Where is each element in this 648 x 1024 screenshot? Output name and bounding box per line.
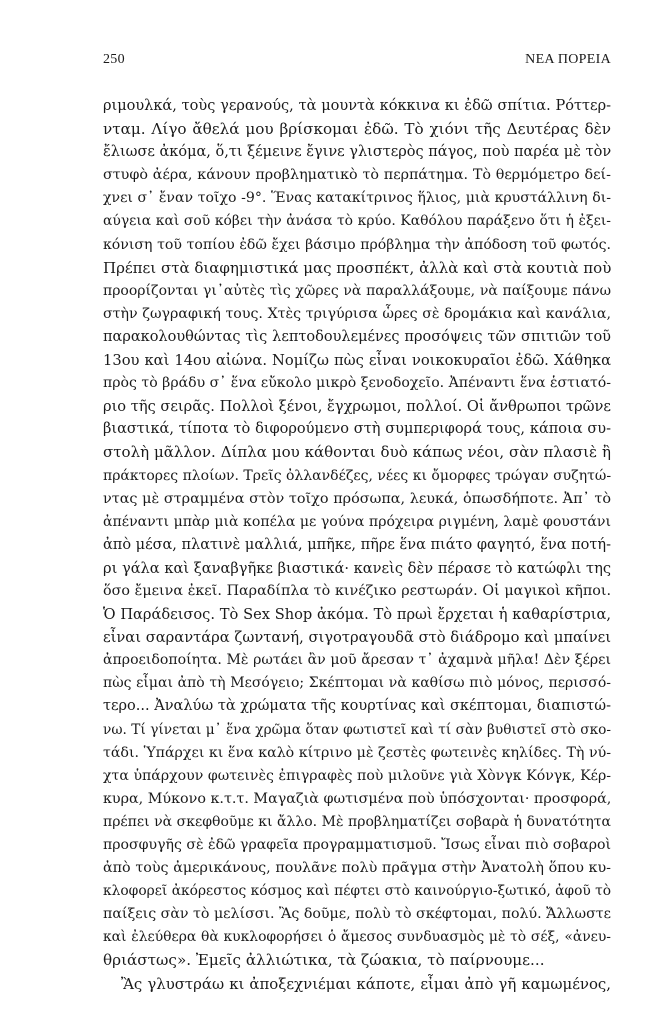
text-line: ἔλιωσε ἀκόμα, ὅ,τι ξέμεινε ἔγινε γλιστερὸς πάγος, ποὺ παρέα μὲ τὸν [103, 144, 611, 161]
text-line: πὼς εἶμαι ἀπὸ τὴ Μεσόγειο; Σκέπτομαι νὰ καθίσω πιὸ μόνος, περισσό- [103, 675, 611, 692]
text-line: 13ου καὶ 14ου αἰώνα. Νομίζω πὼς εἶναι νοικοκυραῖοι ἐδῶ. Χάθηκα [103, 352, 611, 370]
body-text [103, 95, 611, 996]
text-line: θριάστως». Ἐμεῖς ἀλλιώτικα, τὰ ζώακια, τὸ παίρνουμε... [103, 951, 545, 970]
text-line: ὅσο ἔμεινα ἐκεῖ. Παραδίπλα τὸ κινέζικο ρεστωράν. Οἱ μαγικοὶ κῆποι. [103, 582, 611, 599]
text-line: στὴν ζωγραφική τους. Χτὲς τριγύρισα ὧρες σὲ δρομάκια καὶ κανάλια, [103, 305, 611, 322]
text-line: προσφυγῆς σὲ ἐδῶ γραφεῖα προγραμματισμοῦ. Ἴσως εἶναι πιὸ σοβαροὶ [103, 837, 611, 853]
text-line: ἀπέναντι μπὰρ μιὰ κοπέλα με γούνα πρόχειρα ριγμένη, λαμὲ φουστάνι [103, 513, 611, 530]
text-line: ριο τῆς σειρᾶς. Πολλοὶ ξένοι, ἔγχρωμοι, πολλοί. Οἱ ἄνθρωποι τρῶνε [103, 398, 611, 416]
text-line: νταμ. Λίγο ἄθελά μου βρίσκομαι ἐδῶ. Τὸ χιόνι τῆς Δευτέρας δὲν [103, 120, 611, 139]
text-line: χτα ὑπάρχουν φωτεινὲς ἐπιγραφὲς ποὺ μιλοῦνε γιὰ Χὸνγκ Κόνγκ, Κέρ- [103, 767, 611, 784]
text-line: παίξεις σὰν τὸ μελίσσι. Ἂς δοῦμε, πολὺ τὸ σκέφτομαι, πολύ. Ἄλλωστε [103, 906, 611, 923]
page-header [103, 52, 611, 74]
text-line: ρι γάλα καὶ ξαναβγῆκε βιαστικά· κανεὶς δὲν πέρασε τὸ κατώφλι της [103, 559, 611, 577]
text-line: εἶναι σαραντάρα ζωντανή, σιγοτραγουδᾶ στὸ διάδρομο καὶ μπαίνει [103, 629, 611, 647]
text-line: ντας μὲ στραμμένα στὸν τοῖχο πρόσωπα, λευκά, ὁπωσδήποτε. Ἀπ᾿ τὸ [103, 490, 611, 507]
text-line: προορίζονται γι᾿αὐτὲς τὶς χῶρες νὰ παραλλάξουμε, νὰ παίξουμε πάνω [103, 282, 611, 299]
text-line: καὶ ἐλεύθερα θὰ κυκλοφορήσει ὁ ἄμεσος συνδυασμὸς μὲ τὸ σέξ, «ἀνευ- [103, 929, 611, 946]
text-line: κλοφορεῖ ἀκόρεστος κόσμος καὶ πέφτει στὸ καινούργιο-ξωτικό, ἀφοῦ τὸ [103, 883, 611, 900]
paragraph-start-line: Ἂς γλυστράω κι ἀποξεχνιέμαι κάποτε, εἶμαι ἀπὸ γῆ καμωμένος, [121, 974, 611, 993]
text-line: αύγεια καὶ σοῦ κόβει τὴν ἀνάσα τὸ κρύο. Καθόλου παράξενο ὅτι ἡ ἐξει- [103, 213, 611, 230]
running-head: ΝΕΑ ΠΟΡΕΙΑ [525, 52, 611, 67]
text-line: τάδι. Ὑπάρχει κι ἕνα καλὸ κίτρινο μὲ ζεστὲς φωτεινὲς κηλίδες. Τὴ νύ- [103, 744, 611, 761]
text-line: πρέπει νὰ σκεφθοῦμε κι ἄλλο. Μὲ προβληματίζει σοβαρὰ ἡ δυνατότητα [103, 813, 611, 830]
text-line: κυρα, Μύκονο κ.τ.τ. Μαγαζιὰ φωτισμένα ποὺ ὑπόσχονται· προσφορά, [103, 790, 611, 807]
text-line: ριμουλκά, τοὺς γερανούς, τὰ μουντὰ κόκκινα κι ἐδῶ σπίτια. Ρόττερ- [103, 98, 611, 114]
text-line: χνει σ᾿ ἔναν τοῖχο -9°. Ἕνας κατακίτρινος ἥλιος, μιὰ κρυστάλλινη δι- [103, 190, 611, 207]
text-line: παρακολουθώντας τὶς λεπτοδουλεμένες προσόψεις τῶν σπιτιῶν τοῦ [103, 328, 611, 345]
text-line: ἀπὸ τοὺς ἀμερικάνους, πουλᾶνε πολὺ πρᾶγμα στὴν Ἀνατολὴ ὅπου κυ- [103, 860, 611, 877]
text-line: ἀπροειδοποίητα. Μὲ ρωτάει ἂν μοῦ ἄρεσαν τ᾿ ἀχαμνὰ μῆλα! Δὲν ξέρει [103, 652, 611, 669]
text-line: στολὴ μᾶλλον. Δίπλα μου κάθονται δυὸ κάπως νέοι, σὰν πλασιὲ ἢ [103, 443, 611, 462]
page-number: 250 [103, 52, 125, 67]
text-line: Πρέπει στὰ διαφημιστικά μας προσπέκτ, ἀλλὰ καὶ στὰ κουτιὰ ποὺ [103, 258, 611, 277]
text-line: πρὸς τὸ βράδυ σ᾿ ἕνα εὔκολο μικρὸ ξενοδοχεῖο. Ἀπέναντι ἕνα ἑστιατό- [103, 375, 611, 392]
text-line: Ὁ Παράδεισος. Τὸ Sex Shop ἀκόμα. Τὸ πρωὶ ἔρχεται ἡ καθαρίστρια, [103, 606, 611, 624]
text-line: κόνιση τοῦ τοπίου ἐδῶ ἔχει βάσιμο πρόβλημα τὴν ἀπόδοση τοῦ φωτός. [103, 236, 611, 253]
text-line: πράκτορες πλοίων. Τρεῖς ὀλλανδέζες, νέες κι ὄμορφες τρώγαν συζητώ- [103, 467, 611, 484]
text-line: τερο... Ἀναλύω τὰ χρώματα τῆς κουρτίνας καὶ σκέπτομαι, διαπιστώ- [103, 698, 611, 715]
text-line: νω. Τί γίνεται μ᾿ ἕνα χρῶμα ὅταν φωτιστεῖ καὶ τί σὰν βυθιστεῖ στὸ σκο- [103, 721, 611, 738]
text-line: στυφὸ ἀέρα, κάνουν προβληματικὸ τὸ περπάτημα. Τὸ θερμόμετρο δεί- [103, 167, 611, 184]
text-line: βιαστικά, τίποτα τὸ διφορούμενο στὴ συμπεριφορά τους, κάποια συ- [103, 421, 611, 438]
text-line: ἀπὸ μέσα, πλατινὲ μαλλιά, μπῆκε, πῆρε ἕνα πιάτο φαγητό, ἕνα ποτή- [103, 536, 611, 553]
